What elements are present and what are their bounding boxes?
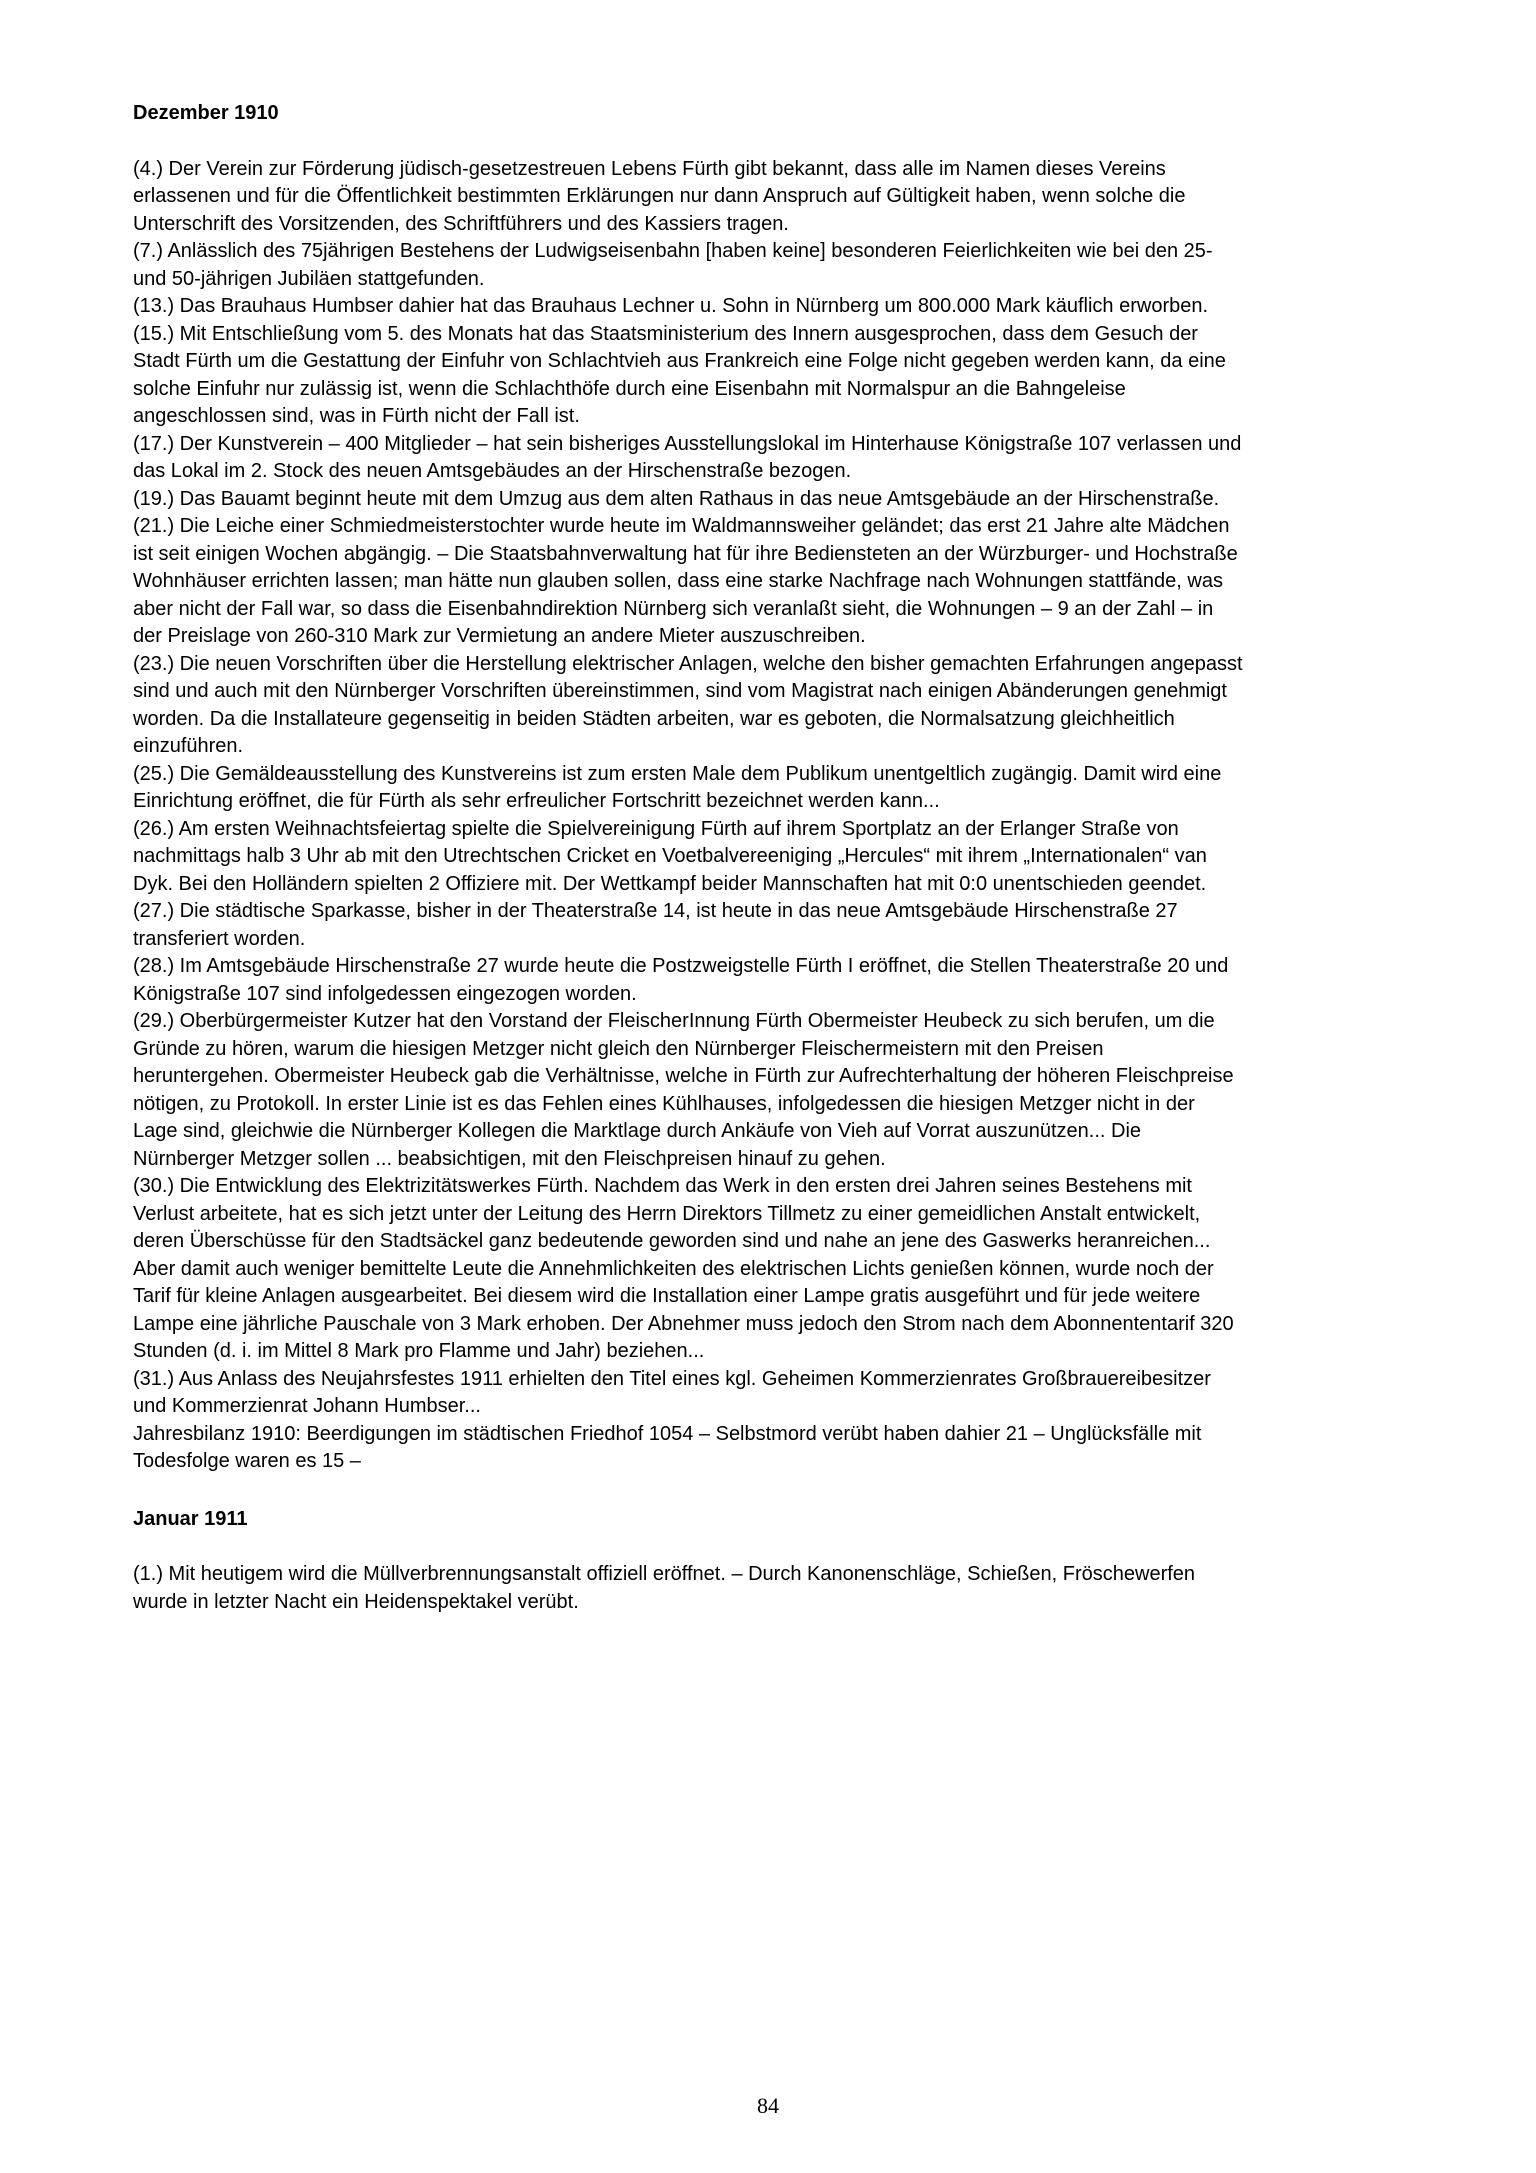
paragraph: (1.) Mit heutigem wird die Müllverbrennungsanstalt offiziell eröffnet. – Durch Kanonenschläge, Schießen, Fröschewerfen wurde in letzter Nacht ein Heidenspektakel verübt. bbox=[133, 1563, 1196, 1613]
section-heading-dezember-1910: Dezember 1910 bbox=[133, 102, 279, 124]
paragraph: (15.) Mit Entschließung vom 5. des Monats hat das Staatsministerium des Innern ausgesprochen, dass dem Gesuch der Stadt Fürth um die Gestattung der Einfuhr von Schlachtvieh aus Frankreich eine Folge nicht gegeben werden kann, da eine solche Einfuhr nur zulässig ist, wenn die Schlachthöfe durch eine Eisenbahn mit Normalspur an die Bahngeleise angeschlossen sind, was in Fürth nicht der Fall ist. bbox=[133, 322, 1226, 427]
page-number: 84 bbox=[757, 2093, 779, 2118]
section-heading-januar-1911: Januar 1911 bbox=[133, 1507, 248, 1530]
paragraph: (23.) Die neuen Vorschriften über die Herstellung elektrischer Anlagen, welche den bisher gemachten Erfahrungen angepasst sind und auch mit den Nürnberger Vorschriften übereinstimmen, sind vom Magistrat nach einigen Abänderungen genehmigt worden. Da die Installateure gegenseitig in beiden Städten arbeiten, war es geboten, die Normalsatzung gleichheitlich einzuführen. bbox=[133, 652, 1243, 757]
paragraph: (31.) Aus Anlass des Neujahrsfestes 1911 erhielten den Titel eines kgl. Geheimen Kommerzienrates Großbrauereibesitzer und Kommerzienrat Johann Humbser... bbox=[133, 1367, 1211, 1417]
section-dezember-1910 bbox=[133, 100, 1243, 1476]
paragraph: (29.) Oberbürgermeister Kutzer hat den Vorstand der FleischerInnung Fürth Obermeister Heubeck zu sich berufen, um die Gründe zu hören, warum die hiesigen Metzger nicht gleich den Nürnberger Fleischermeistern mit den Preisen heruntergehen. Obermeister Heubeck gab die Verhältnisse, welche in Fürth zur Aufrechterhaltung der höheren Fleischpreise nötigen, zu Protokoll. In erster Linie ist es das Fehlen eines Kühlhauses, infolgedessen die hiesigen Metzger nicht in der Lage sind, gleichwie die Nürnberger Kollegen die Marktlage durch Ankäufe von Vieh auf Vorrat auszunützen... Die Nürnberger Metzger sollen ... beabsichtigen, mit den Fleischpreisen hinauf zu gehen. bbox=[133, 1010, 1234, 1170]
paragraph: (27.) Die städtische Sparkasse, bisher in der Theaterstraße 14, ist heute in das neue Amtsgebäude Hirschenstraße 27 transferiert worden. bbox=[133, 900, 1178, 950]
paragraph: (4.) Der Verein zur Förderung jüdisch-gesetzestreuen Lebens Fürth gibt bekannt, dass alle im Namen dieses Vereins erlassenen und für die Öffentlichkeit bestimmten Erklärungen nur dann Anspruch auf Gültigkeit haben, wenn solche die Unterschrift des Vorsitzenden, des Schriftführers und des Kassiers tragen. bbox=[133, 157, 1186, 235]
paragraph: (17.) Der Kunstverein – 400 Mitglieder – hat sein bisheriges Ausstellungslokal im Hinterhause Königstraße 107 verlassen und das Lokal im 2. Stock des neuen Amtsgebäudes an der Hirschenstraße bezogen. bbox=[133, 432, 1242, 482]
paragraph: Jahresbilanz 1910: Beerdigungen im städtischen Friedhof 1054 – Selbstmord verübt haben dahier 21 – Unglücksfälle mit Todesfolge waren es 15 – bbox=[133, 1422, 1202, 1472]
paragraph: (7.) Anlässlich des 75jährigen Bestehens der Ludwigseisenbahn [haben keine] besonderen Feierlichkeiten wie bei den 25- und 50-jährigen Jubiläen stattgefunden. bbox=[133, 240, 1213, 290]
paragraph: (13.) Das Brauhaus Humbser dahier hat das Brauhaus Lechner u. Sohn in Nürnberg um 800.000 Mark käuflich erworben. bbox=[133, 295, 1209, 317]
paragraph: (19.) Das Bauamt beginnt heute mit dem Umzug aus dem alten Rathaus in das neue Amtsgebäude an der Hirschenstraße. bbox=[133, 487, 1220, 510]
section-januar-1911 bbox=[133, 1506, 1243, 1617]
paragraph: (21.) Die Leiche einer Schmiedmeisterstochter wurde heute im Waldmannsweiher geländet; das erst 21 Jahre alte Mädchen ist seit einigen Wochen abgängig. – Die Staatsbahnverwaltung hat für ihre Bediensteten an der Würzburger- und Hochstraße Wohnhäuser errichten lassen; man hätte nun glauben sollen, dass eine starke Nachfrage nach Wohnungen stattfände, was aber nicht der Fall war, so dass die Eisenbahndirektion Nürnberg sich veranlaßt sieht, die Wohnungen – 9 an der Zahl – in der Preislage von 260-310 Mark zur Vermietung an andere Mieter auszuschreiben. bbox=[133, 515, 1238, 647]
paragraph: (30.) Die Entwicklung des Elektrizitätswerkes Fürth. Nachdem das Werk in den ersten drei Jahren seines Bestehens mit Verlust arbeitete, hat es sich jetzt unter der Leitung des Herrn Direktors Tillmetz zu einer gemeidlichen Anstalt entwickelt, deren Überschüsse für den Stadtsäckel ganz bedeutende geworden sind und nahe an jene des Gaswerks heranreichen... Aber damit auch weniger bemittelte Leute die Annehmlichkeiten des elektrischen Lichts genießen können, wurde noch der Tarif für kleine Anlagen ausgearbeitet. Bei diesem wird die Installation einer Lampe gratis ausgeführt und für jede weitere Lampe eine jährliche Pauschale von 3 Mark erhoben. Der Abnehmer muss jedoch den Strom nach dem Abonnententarif 320 Stunden (d. i. im Mittel 8 Mark pro Flamme und Jahr) beziehen... bbox=[133, 1175, 1234, 1362]
paragraph: (28.) Im Amtsgebäude Hirschenstraße 27 wurde heute die Postzweigstelle Fürth I eröffnet, die Stellen Theaterstraße 20 und Königstraße 107 sind infolgedessen eingezogen worden. bbox=[133, 955, 1229, 1005]
page-content bbox=[133, 100, 1243, 1616]
paragraph: (26.) Am ersten Weihnachtsfeiertag spielte die Spielvereinigung Fürth auf ihrem Sportplatz an der Erlanger Straße von nachmittags halb 3 Uhr ab mit den Utrechtschen Cricket en Voetbalvereeniging „Hercules“ mit ihrem „Internationalen“ van Dyk. Bei den Holländern spielten 2 Offiziere mit. Der Wettkampf beider Mannschaften hat mit 0:0 unentschieden geendet. bbox=[133, 817, 1207, 895]
paragraph: (25.) Die Gemäldeausstellung des Kunstvereins ist zum ersten Male dem Publikum unentgeltlich zugängig. Damit wird eine Einrichtung eröffnet, die für Fürth als sehr erfreulicher Fortschritt bezeichnet werden kann... bbox=[133, 762, 1222, 812]
